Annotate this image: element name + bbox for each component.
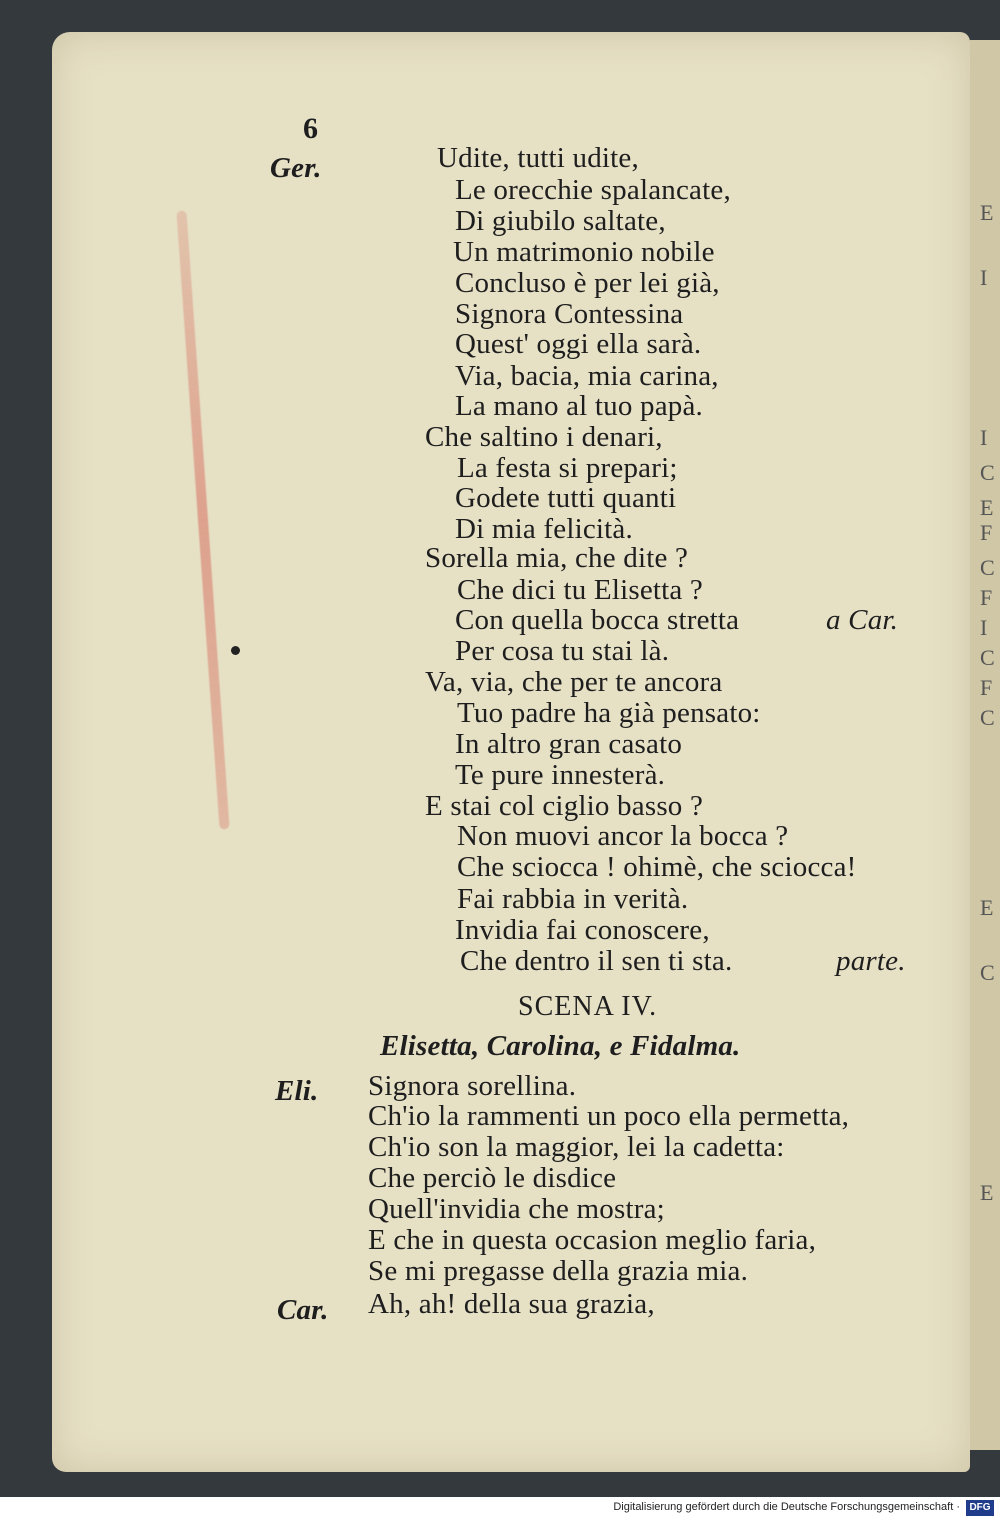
verse-line: Di mia felicità.	[455, 513, 633, 545]
neighbor-letter: F	[980, 675, 993, 700]
dialogue-line: Ch'io son la maggior, lei la cadetta:	[368, 1131, 785, 1163]
neighbor-letter: C	[980, 460, 995, 485]
dialogue-line: Ch'io la rammenti un poco ella permetta,	[368, 1100, 850, 1132]
verse-line: Te pure innesterà.	[455, 759, 666, 791]
scene-characters: Elisetta, Carolina, e Fidalma.	[380, 1030, 741, 1062]
verse-line: Via, bacia, mia carina,	[455, 360, 719, 392]
verse-line: Concluso è per lei già,	[455, 267, 720, 299]
verse-line: Udite, tutti udite,	[437, 142, 639, 174]
neighbor-letter: C	[980, 555, 995, 580]
dialogue-line: Che perciò le disdice	[368, 1162, 617, 1194]
neighbor-letter: F	[980, 585, 993, 610]
speaker-label: Eli.	[275, 1075, 319, 1107]
verse-line: La festa si prepari;	[457, 452, 678, 484]
verse-line: Le orecchie spalancate,	[455, 174, 731, 206]
dialogue-line: Se mi pregasse della grazia mia.	[368, 1255, 749, 1287]
speaker-label: Ger.	[270, 152, 322, 184]
verse-line: Per cosa tu stai là.	[455, 635, 670, 667]
neighbor-letter: I	[980, 425, 988, 450]
verse-line: Non muovi ancor la bocca ?	[457, 820, 789, 852]
verse-line: La mano al tuo papà.	[455, 390, 703, 422]
neighbor-letter: C	[980, 645, 995, 670]
verse-line: Invidia fai conoscere,	[455, 914, 710, 946]
scene-heading: SCENA IV.	[518, 991, 658, 1022]
neighbor-letter: F	[980, 520, 993, 545]
verse-line: Tuo padre ha già pensato:	[457, 697, 761, 729]
verse-line: Signora Contessina	[455, 298, 684, 330]
page-number: 6	[303, 112, 319, 145]
stage-direction: a Car.	[826, 604, 899, 636]
verse-line: Fai rabbia in verità.	[457, 883, 689, 915]
verse-line: Va, via, che per te ancora	[425, 666, 723, 698]
verse-line: Che dentro il sen ti sta.	[460, 945, 733, 977]
verse-line: Sorella mia, che dite ?	[425, 542, 689, 574]
neighbor-letter: I	[980, 615, 988, 640]
ink-dot	[231, 646, 240, 655]
verse-line: E stai col ciglio basso ?	[425, 790, 704, 822]
footer-credit: Digitalisierung gefördert durch die Deutsche Forschungsgemeinschaft ·	[613, 1501, 960, 1513]
dfg-logo[interactable]: DFG	[966, 1500, 994, 1516]
neighbor-letter: E	[980, 200, 994, 225]
verse-line: Un matrimonio nobile	[453, 236, 715, 268]
verse-line: Con quella bocca stretta	[455, 604, 740, 636]
neighbor-letter: C	[980, 705, 995, 730]
neighbor-letter: E	[980, 1180, 994, 1205]
neighbor-letter: C	[980, 960, 995, 985]
verse-line: Che dici tu Elisetta ?	[457, 574, 704, 606]
credit-footer	[0, 1497, 1000, 1520]
verse-line: Di giubilo saltate,	[455, 205, 666, 237]
dialogue-line: Signora sorellina.	[368, 1070, 577, 1102]
speaker-label: Car.	[277, 1294, 329, 1326]
verse-line: In altro gran casato	[455, 728, 683, 760]
neighbor-letter: E	[980, 495, 994, 520]
neighbor-letter: E	[980, 895, 994, 920]
neighbor-page-edge	[968, 40, 1000, 1450]
neighbor-letter: I	[980, 265, 988, 290]
verse-line: Quest' oggi ella sarà.	[455, 328, 702, 360]
verse-line: Che sciocca ! ohimè, che sciocca!	[457, 851, 857, 883]
verse-line: Che saltino i denari,	[425, 421, 663, 453]
stage-direction: parte.	[836, 945, 906, 977]
dialogue-line: Ah, ah! della sua grazia,	[368, 1288, 655, 1320]
dialogue-line: Quell'invidia che mostra;	[368, 1193, 665, 1225]
verse-line: Godete tutti quanti	[455, 482, 677, 514]
dialogue-line: E che in questa occasion meglio faria,	[368, 1224, 817, 1256]
